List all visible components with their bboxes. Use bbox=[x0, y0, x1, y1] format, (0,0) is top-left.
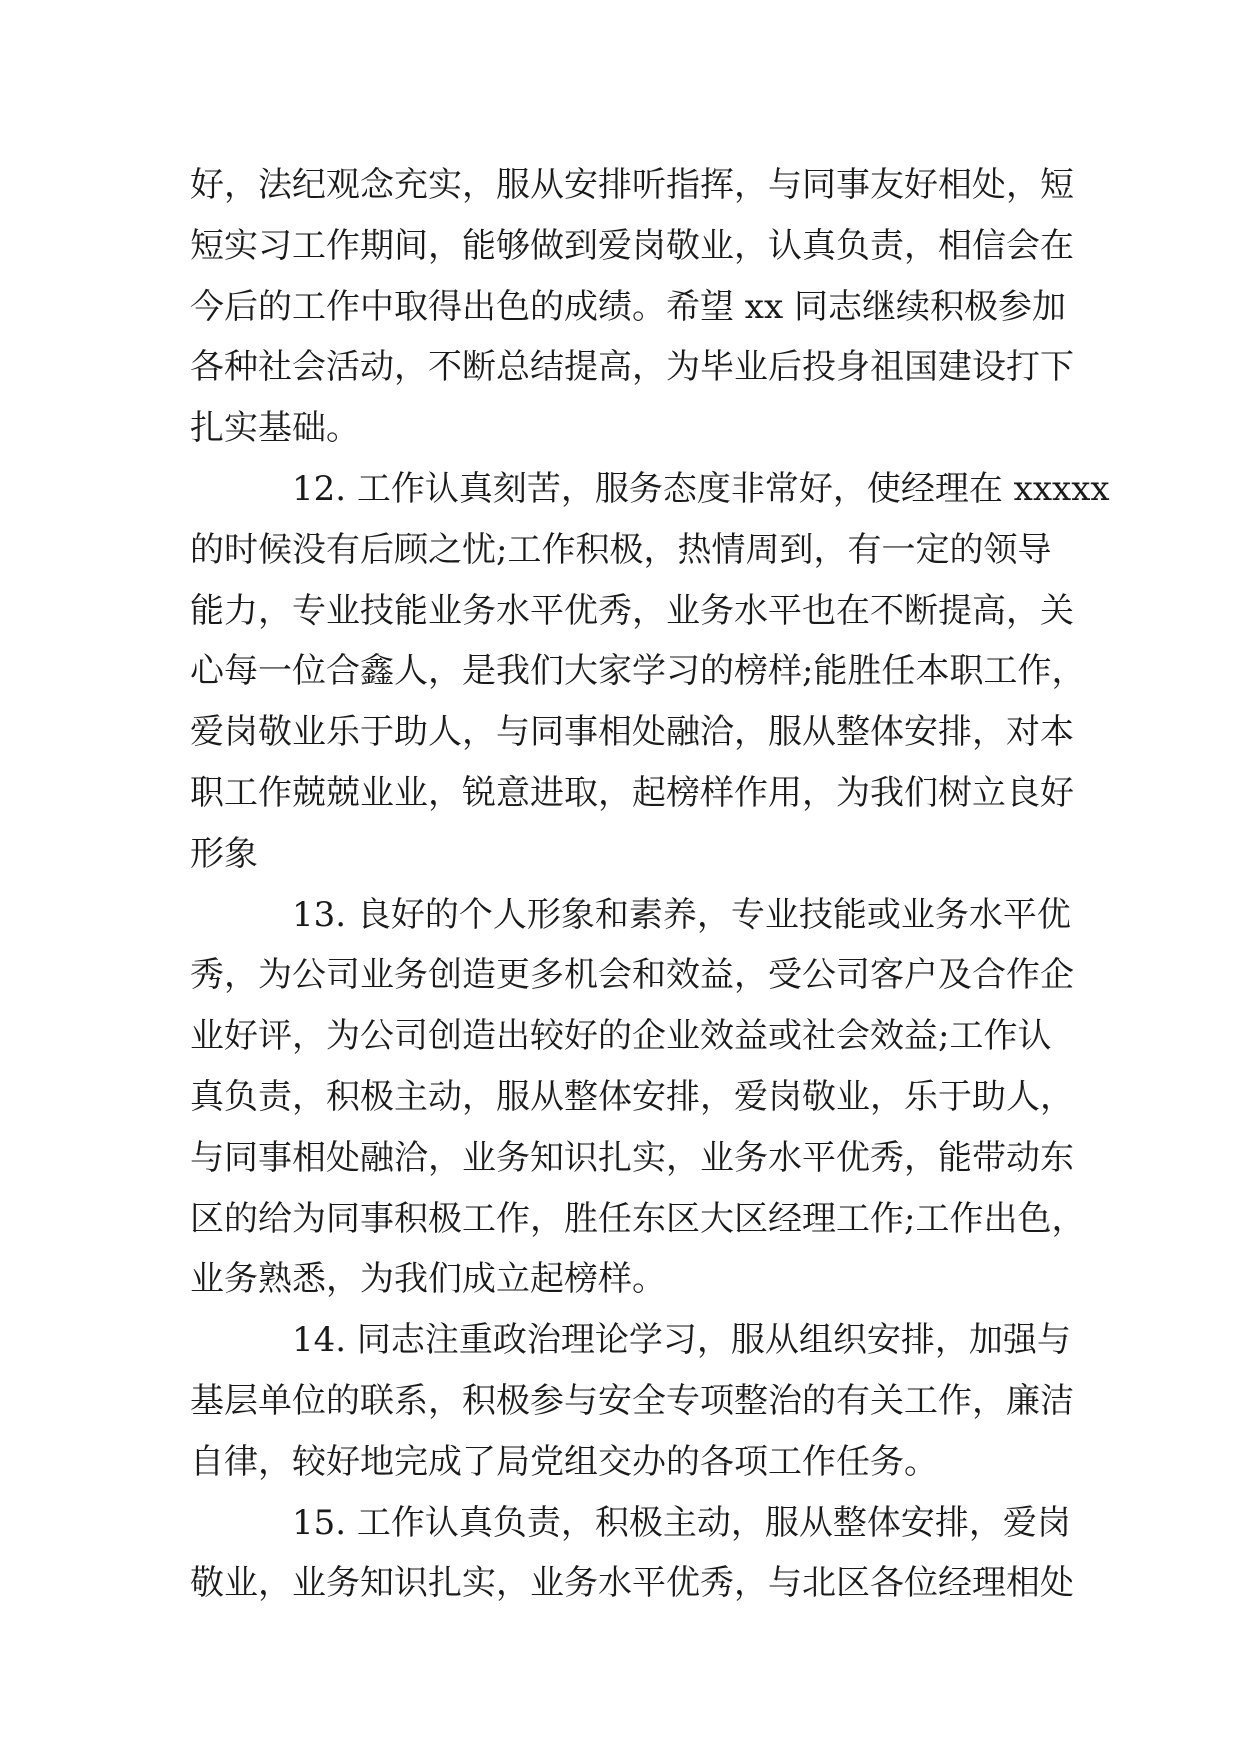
text-line: 爱岗敬业乐于助人，与同事相处融洽，服从整体安排，对本 bbox=[190, 712, 1074, 753]
text-line: 业务熟悉，为我们成立起榜样。 bbox=[190, 1259, 666, 1300]
text-line: 敬业，业务知识扎实，业务水平优秀，与北区各位经理相处 bbox=[190, 1563, 1074, 1604]
paragraph-15 bbox=[190, 1493, 1074, 1615]
document-body bbox=[190, 155, 1110, 1614]
text-line: 业好评，为公司创造出较好的企业效益或社会效益;工作认 bbox=[190, 1016, 1052, 1057]
text-line: 职工作兢兢业业，锐意进取，起榜样作用，为我们树立良好 bbox=[190, 772, 1074, 813]
text-line: 各种社会活动，不断总结提高，为毕业后投身祖国建设打下 bbox=[190, 347, 1074, 388]
text-line: 好，法纪观念充实，服从安排听指挥，与同事友好相处，短 bbox=[190, 165, 1074, 205]
paragraph-11-continued bbox=[190, 155, 1074, 459]
text-line: 基层单位的联系，积极参与安全专项整治的有关工作，廉洁 bbox=[190, 1380, 1074, 1421]
text-line: 真负责，积极主动，服从整体安排，爱岗敬业，乐于助人， bbox=[190, 1076, 1074, 1117]
text-line: 12. 工作认真刻苦，服务态度非常好，使经理在 xxxxx bbox=[190, 468, 1110, 509]
text-line: 能力，专业技能业务水平优秀，业务水平也在不断提高，关 bbox=[190, 590, 1074, 631]
text-line: 短实习工作期间，能够做到爱岗敬业，认真负责，相信会在 bbox=[190, 225, 1074, 266]
text-line: 的时候没有后顾之忧;工作积极，热情周到，有一定的领导 bbox=[190, 529, 1052, 570]
text-line: 14. 同志注重政治理论学习，服从组织安排，加强与 bbox=[190, 1320, 1071, 1361]
text-line: 秀，为公司业务创造更多机会和效益，受公司客户及合作企 bbox=[190, 955, 1074, 996]
text-line: 与同事相处融洽，业务知识扎实，业务水平优秀，能带动东 bbox=[190, 1137, 1074, 1178]
text-line: 区的给为同事积极工作，胜任东区大区经理工作;工作出色， bbox=[190, 1198, 1086, 1239]
text-line: 自律，较好地完成了局党组交办的各项工作任务。 bbox=[190, 1441, 938, 1482]
text-line: 心每一位合鑫人，是我们大家学习的榜样;能胜任本职工作， bbox=[190, 651, 1086, 692]
paragraph-13 bbox=[190, 885, 1086, 1311]
text-line: 今后的工作中取得出色的成绩。希望 xx 同志继续积极参加 bbox=[190, 286, 1066, 327]
text-line: 扎实基础。 bbox=[190, 408, 360, 449]
text-line: 13. 良好的个人形象和素养，专业技能或业务水平优 bbox=[190, 894, 1071, 935]
text-line: 形象 bbox=[190, 833, 258, 874]
text-line: 15. 工作认真负责，积极主动，服从整体安排，爱岗 bbox=[190, 1502, 1071, 1543]
paragraph-12 bbox=[190, 459, 1110, 885]
paragraph-14 bbox=[190, 1310, 1074, 1492]
